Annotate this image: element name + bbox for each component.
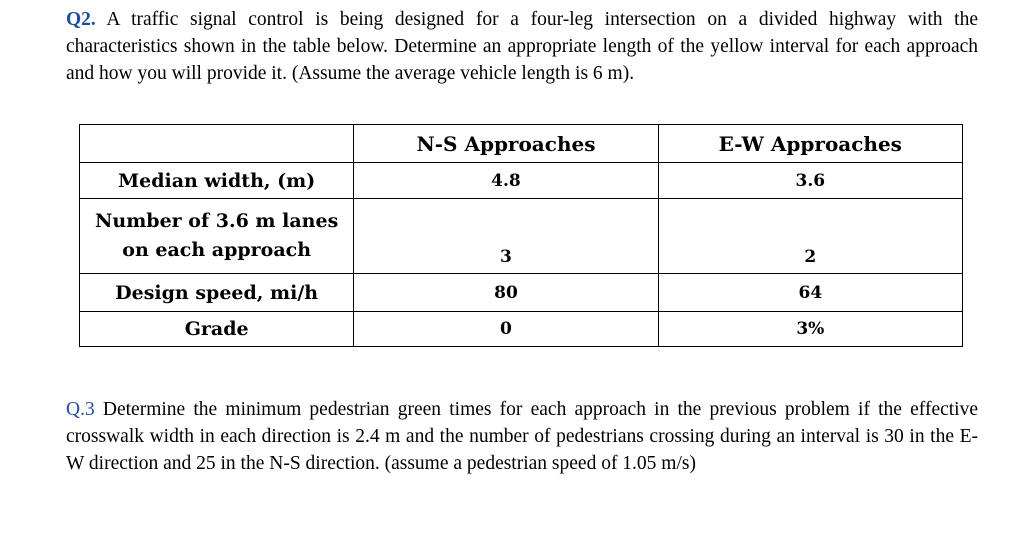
question-2-label: Q2. — [66, 9, 96, 30]
cell-ew-lanes: 2 — [658, 199, 962, 274]
cell-ew-design-speed: 64 — [658, 274, 962, 312]
table-row — [80, 199, 963, 274]
table-header-empty — [80, 125, 354, 163]
cell-ew-grade: 3% — [658, 312, 962, 347]
row-label-median-width: Median width, (m) — [80, 163, 354, 199]
table-header-row — [80, 125, 963, 163]
row-label-lanes-line1: Number of 3.6 m lanes — [95, 210, 339, 232]
row-label-grade: Grade — [80, 312, 354, 347]
question-3 — [66, 396, 978, 477]
table-header-ew: E-W Approaches — [658, 125, 962, 163]
row-label-lanes — [80, 199, 354, 274]
row-label-lanes-line2: on each approach — [122, 239, 312, 261]
question-3-text: Determine the minimum pedestrian green times for each approach in the previous problem if the effective crosswalk width in each direction is 2.4 m and the number of pedestrians crossing during an interval is 30 in the E-W direction and 25 in the N-S direction. (assume a pedestrian speed of 1.05 m/s) — [66, 399, 978, 474]
question-3-label: Q.3 — [66, 399, 95, 420]
table-row — [80, 163, 963, 199]
cell-ns-median-width: 4.8 — [354, 163, 658, 199]
cell-ns-grade: 0 — [354, 312, 658, 347]
table-header-ns: N-S Approaches — [354, 125, 658, 163]
row-label-design-speed: Design speed, mi/h — [80, 274, 354, 312]
characteristics-table — [79, 124, 963, 347]
table-row — [80, 274, 963, 312]
cell-ns-lanes: 3 — [354, 199, 658, 274]
cell-ns-design-speed: 80 — [354, 274, 658, 312]
table-row — [80, 312, 963, 347]
question-2 — [66, 6, 978, 87]
cell-ew-median-width: 3.6 — [658, 163, 962, 199]
question-2-text: A traffic signal control is being designed for a four-leg intersection on a divided highway with the characteristics shown in the table below. Determine an appropriate length of the yellow interval for each approach and how you will provide it. (Assume the average vehicle length is 6 m). — [66, 9, 978, 84]
